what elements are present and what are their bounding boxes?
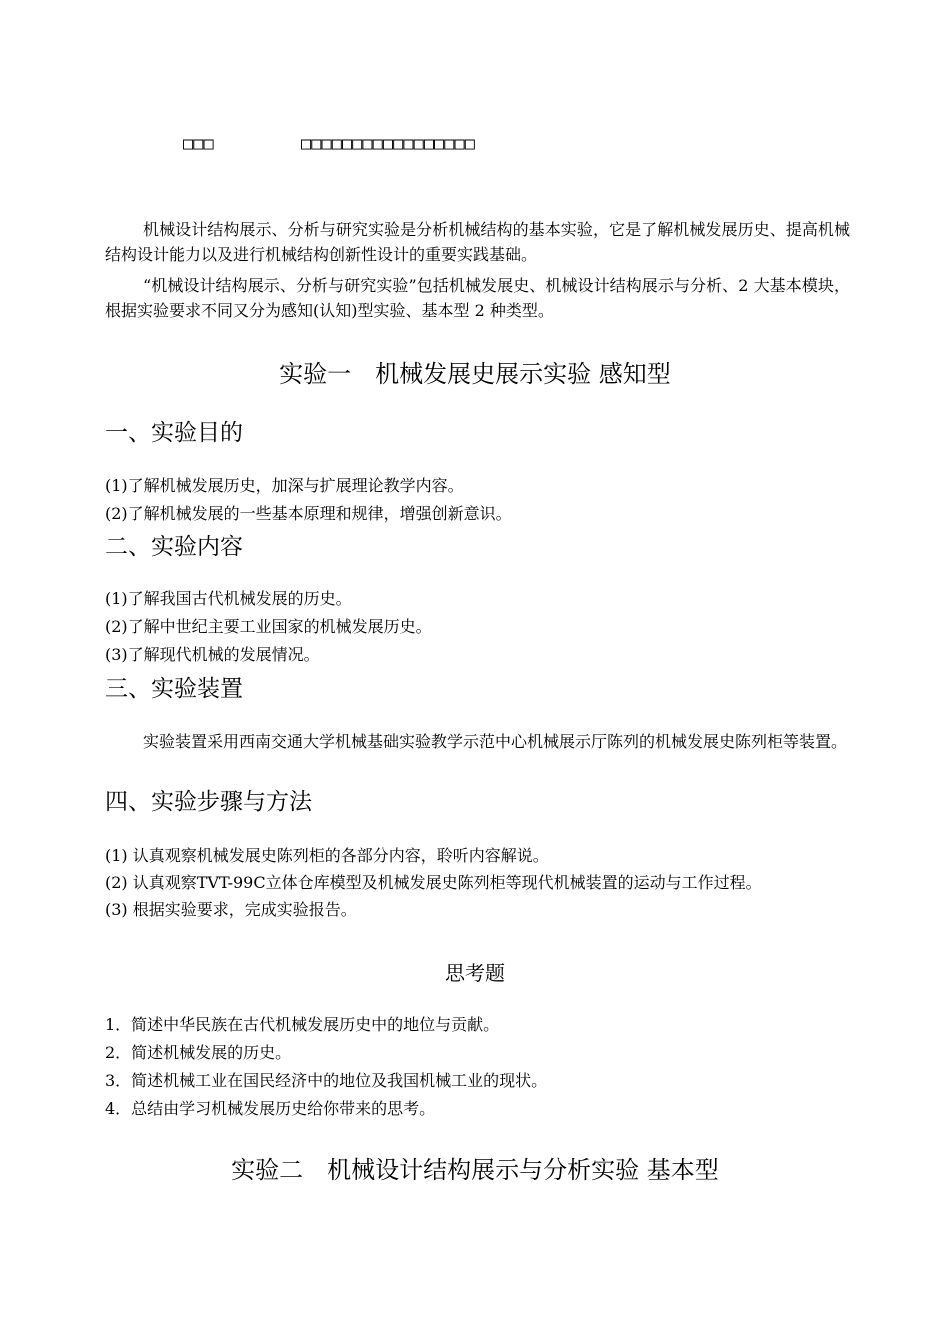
section-content-heading: 二、实验内容	[105, 534, 243, 560]
apparatus-paragraph: 实验装置采用西南交通大学机械基础实验教学示范中心机械展示厅陈列的机械发展史陈列柜等装置。	[143, 732, 848, 751]
questions-heading: 思考题	[445, 961, 505, 985]
experiment-1-title: 实验一 机械发展史展示实验 感知型	[279, 360, 671, 388]
chapter-label: □□□	[183, 134, 214, 154]
intro-paragraph-1: 机械设计结构展示、分析与研究实验是分析机械结构的基本实验，它是了解机械发展历史、提高机械结构设计能力以及进行机械结构创新性设计的重要实践基础。	[105, 220, 850, 264]
section-procedure-heading: 四、实验步骤与方法	[105, 789, 312, 815]
list-item: (2)了解中世纪主要工业国家的机械发展历史。	[105, 617, 432, 636]
content-list	[105, 585, 855, 669]
list-item: 3．简述机械工业在国民经济中的地位及我国机械工业的现状。	[105, 1071, 548, 1090]
list-item: (1)了解我国古代机械发展的历史。	[105, 589, 352, 608]
list-item: 4．总结由学习机械发展历史给你带来的思考。	[105, 1099, 436, 1118]
list-item: (1)了解机械发展历史，加深与扩展理论教学内容。	[105, 476, 464, 495]
section-purpose-heading: 一、实验目的	[105, 420, 243, 446]
list-item: 1．简述中华民族在古代机械发展历史中的地位与贡献。	[105, 1015, 500, 1034]
intro-paragraph-2: “机械设计结构展示、分析与研究实验”包括机械发展史、机械设计结构展示与分析、2 大基本模块，根据实验要求不同又分为感知(认知)型实验、基本型 2 种类型。	[105, 276, 850, 320]
list-item: (1) 认真观察机械发展史陈列柜的各部分内容，聆听内容解说。	[105, 846, 549, 865]
list-item: (2)了解机械发展的一些基本原理和规律，增强创新意识。	[105, 504, 512, 523]
list-item: (2) 认真观察TVT-99C立体仓库模型及机械发展史陈列柜等现代机械装置的运动与工作过程。	[105, 873, 762, 892]
section-apparatus-heading: 三、实验装置	[105, 676, 243, 702]
questions-list	[105, 1011, 855, 1123]
procedure-list	[105, 842, 855, 924]
experiment-2-title: 实验二 机械设计结构展示与分析实验 基本型	[231, 1156, 719, 1184]
list-item: (3) 根据实验要求，完成实验报告。	[105, 900, 357, 919]
purpose-list	[105, 472, 855, 528]
chapter-title: □□□□□□□□□□□□□□□□□	[301, 134, 475, 154]
list-item: 2．简述机械发展的历史。	[105, 1043, 292, 1062]
list-item: (3)了解现代机械的发展情况。	[105, 645, 320, 664]
